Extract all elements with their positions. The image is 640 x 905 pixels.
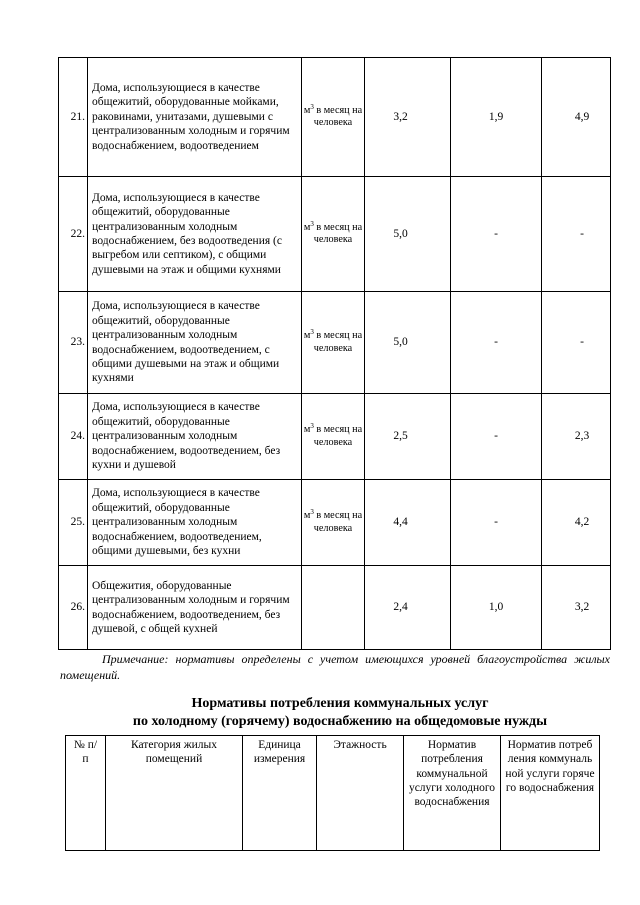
table-note: Примечание: нормативы определены с учетом имеющихся уровней благоустройства жилых помещений. [60, 652, 610, 682]
row-value-total: 4,9 [542, 58, 611, 177]
common-house-needs-table [65, 735, 600, 851]
row-value-cold: 3,2 [365, 58, 451, 177]
row-unit: $м^3$ в месяц на человека [302, 58, 365, 177]
row-description: Общежития, оборудованные централизованным холодным и горячим водоснабжением, водоотведением, без душевой, с общей кухней [88, 566, 302, 650]
row-value-cold: 5,0 [365, 292, 451, 394]
row-value-total: - [542, 292, 611, 394]
section-heading-line-2: по холодному (горячему) водоснабжению на общедомовые нужды [132, 713, 548, 729]
header-floors: Этажность [317, 736, 404, 851]
row-value-hot: - [451, 480, 542, 566]
row-value-total: 3,2 [542, 566, 611, 650]
row-unit: $м^3$ в месяц на человека [302, 480, 365, 566]
row-value-total: 2,3 [542, 394, 611, 480]
row-unit: $м^3$ в месяц на человека [302, 292, 365, 394]
row-value-cold: 2,5 [365, 394, 451, 480]
row-value-cold: 4,4 [365, 480, 451, 566]
row-number: 22. [59, 177, 88, 292]
row-description: Дома, использующиеся в качестве общежитий, оборудованные мойками, раковинами, унитазами, душевыми с централизованным холодным и горячим водоснабжением, водоотведением [88, 58, 302, 177]
header-number: № п/п [66, 736, 106, 851]
table-row [59, 394, 611, 480]
table-header-row [66, 736, 600, 851]
header-cold-water-norm: Норматив потребления коммунальной услуги холодного водоснабжения [404, 736, 501, 851]
section-heading-line-1: Нормативы потребления коммунальных услуг [191, 696, 489, 711]
table-row [59, 480, 611, 566]
section-heading [60, 695, 620, 730]
row-number: 24. [59, 394, 88, 480]
row-value-total: 4,2 [542, 480, 611, 566]
row-value-hot: - [451, 394, 542, 480]
row-description: Дома, использующиеся в качестве общежитий, оборудованные централизованным холодным водоснабжением, водоотведением, общими душевыми, без кухни [88, 480, 302, 566]
row-value-cold: 5,0 [365, 177, 451, 292]
header-unit: Единица измерения [243, 736, 317, 851]
row-description: Дома, использующиеся в качестве общежитий, оборудованные централизованным холодным водоснабжением, без водоотведения (с выгребом или септиком), с общими душевыми на этаж и общими кухнями [88, 177, 302, 292]
row-number: 26. [59, 566, 88, 650]
row-value-hot: 1,0 [451, 566, 542, 650]
row-unit: $м^3$ в месяц на человека [302, 177, 365, 292]
row-number: 25. [59, 480, 88, 566]
header-category: Категория жилых помещений [106, 736, 243, 851]
row-unit [302, 566, 365, 650]
row-value-hot: - [451, 292, 542, 394]
table-row [59, 58, 611, 177]
row-unit: $м^3$ в месяц на человека [302, 394, 365, 480]
row-description: Дома, использующиеся в качестве общежитий, оборудованные централизованным холодным водоснабжением, водоотведением, без кухни и душевой [88, 394, 302, 480]
row-number: 21. [59, 58, 88, 177]
row-description: Дома, использующиеся в качестве общежитий, оборудованные централизованным холодным водоснабжением, водоотведением, с общими душевыми на этаж и общими кухнями [88, 292, 302, 394]
header-hot-water-norm: Норматив потребления коммунальной услуги горячего водоснабжения [501, 736, 600, 851]
table-row [59, 292, 611, 394]
row-number: 23. [59, 292, 88, 394]
row-value-hot: 1,9 [451, 58, 542, 177]
row-value-hot: - [451, 177, 542, 292]
row-value-cold: 2,4 [365, 566, 451, 650]
consumption-norms-table [58, 57, 611, 650]
row-value-total: - [542, 177, 611, 292]
table-row [59, 177, 611, 292]
table-row [59, 566, 611, 650]
